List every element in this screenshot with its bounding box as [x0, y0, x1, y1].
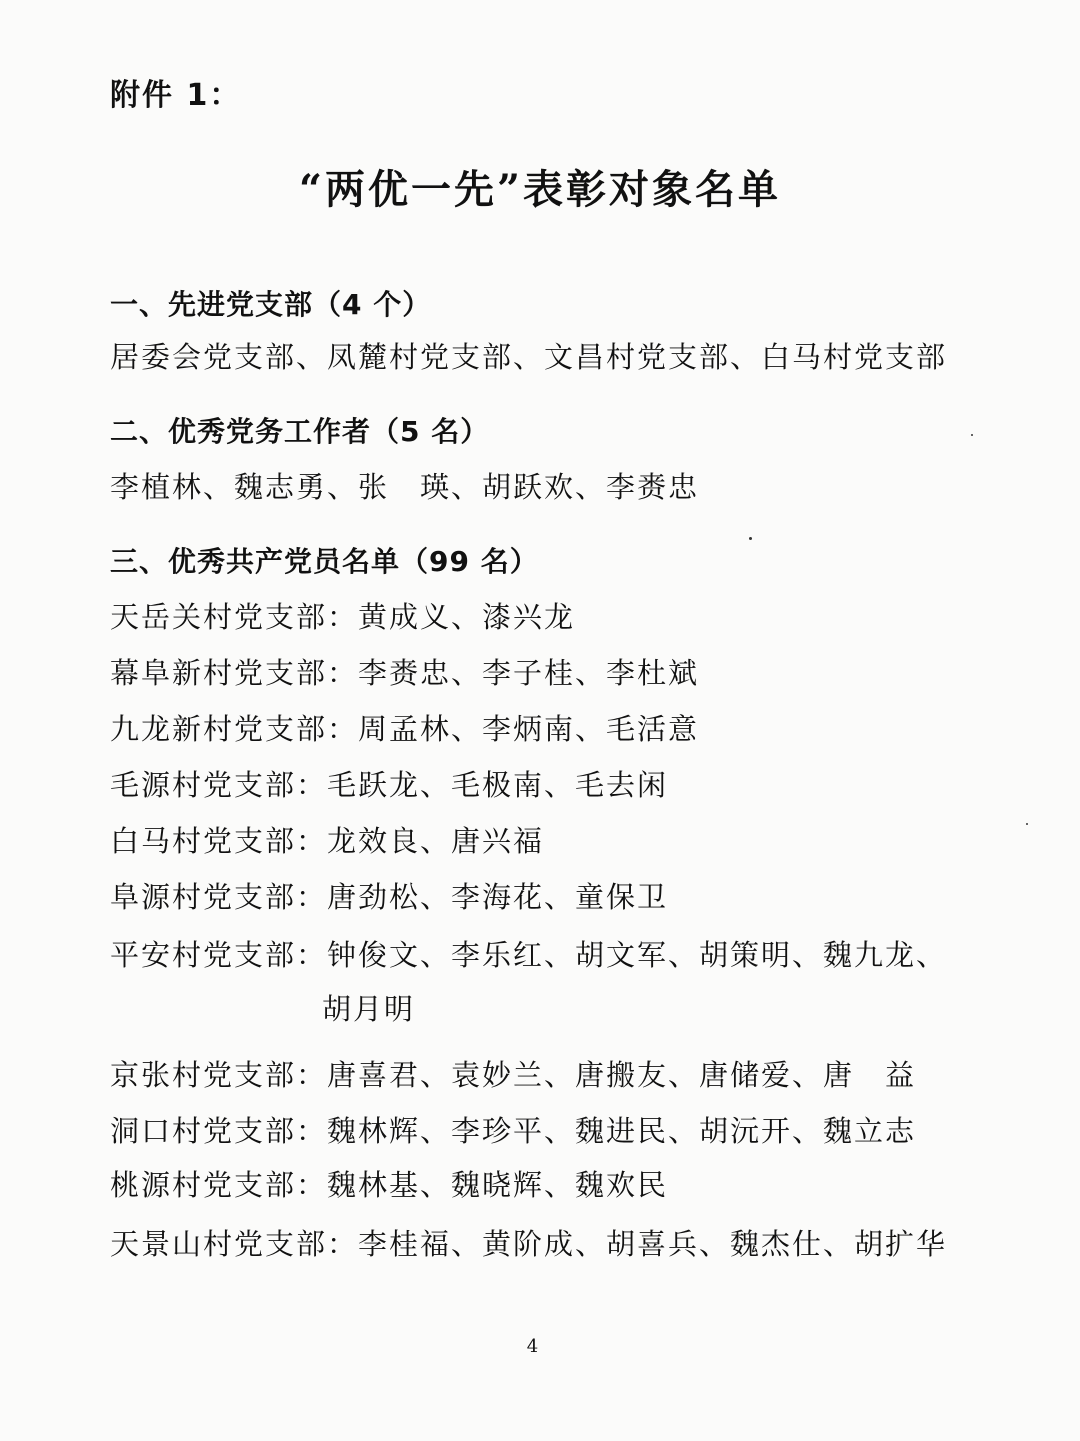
branch-name: 白马村党支部： — [110, 824, 328, 858]
branch-name: 洞口村党支部： — [110, 1114, 328, 1148]
member-names: 周孟林、李炳南、毛活意 — [358, 712, 700, 746]
advanced-branches-list: 居委会党支部、凤麓村党支部、文昌村党支部、白马村党支部 — [110, 340, 948, 374]
member-row — [110, 819, 544, 860]
scan-speck — [749, 537, 752, 540]
scan-speck — [1026, 823, 1028, 825]
section-heading-party-workers: 二、优秀党务工作者（5 名） — [110, 415, 490, 448]
member-row — [110, 875, 668, 916]
member-names: 毛跃龙、毛极南、毛去闲 — [327, 768, 669, 802]
branch-name: 毛源村党支部： — [110, 768, 328, 802]
branch-name: 京张村党支部： — [110, 1058, 328, 1092]
member-row — [110, 1222, 947, 1263]
branch-name: 平安村党支部： — [110, 938, 328, 972]
member-names: 魏林辉、李珍平、魏进民、胡沅开、魏立志 — [327, 1114, 917, 1148]
member-row — [110, 933, 947, 974]
scan-speck — [971, 434, 973, 436]
section-heading-advanced-branches: 一、先进党支部（4 个） — [110, 288, 432, 321]
branch-name: 桃源村党支部： — [110, 1168, 328, 1202]
section-heading-party-members: 三、优秀共产党员名单（99 名） — [110, 545, 539, 578]
member-names: 黄成义、漆兴龙 — [358, 600, 576, 634]
attachment-label: 附件 1： — [110, 78, 242, 113]
branch-name: 九龙新村党支部： — [110, 712, 359, 746]
member-names: 唐劲松、李海花、童保卫 — [327, 880, 669, 914]
member-row — [110, 595, 575, 636]
member-row — [110, 1163, 668, 1204]
member-row — [110, 651, 699, 692]
member-names: 魏林基、魏晓辉、魏欢民 — [327, 1168, 669, 1202]
member-names: 唐喜君、袁妙兰、唐搬友、唐储爱、唐 益 — [327, 1058, 917, 1092]
member-row — [110, 707, 699, 748]
branch-name: 幕阜新村党支部： — [110, 656, 359, 690]
page-number: 4 — [526, 1336, 539, 1357]
member-row — [110, 1053, 916, 1094]
member-names: 李赉忠、李子桂、李杜斌 — [358, 656, 700, 690]
member-names: 李桂福、黄阶成、胡喜兵、魏杰仕、胡扩华 — [358, 1227, 948, 1261]
branch-name: 阜源村党支部： — [110, 880, 328, 914]
party-workers-list: 李植林、魏志勇、张 瑛、胡跃欢、李赉忠 — [110, 470, 700, 504]
branch-name: 天岳关村党支部： — [110, 600, 359, 634]
member-names-continuation: 胡月明 — [322, 992, 416, 1026]
member-names: 龙效良、唐兴福 — [327, 824, 545, 858]
document-title: “两优一先”表彰对象名单 — [298, 166, 781, 213]
member-row — [110, 1109, 916, 1150]
branch-name: 天景山村党支部： — [110, 1227, 359, 1261]
member-names: 钟俊文、李乐红、胡文军、胡策明、魏九龙、 — [327, 938, 948, 972]
member-row — [110, 763, 668, 804]
